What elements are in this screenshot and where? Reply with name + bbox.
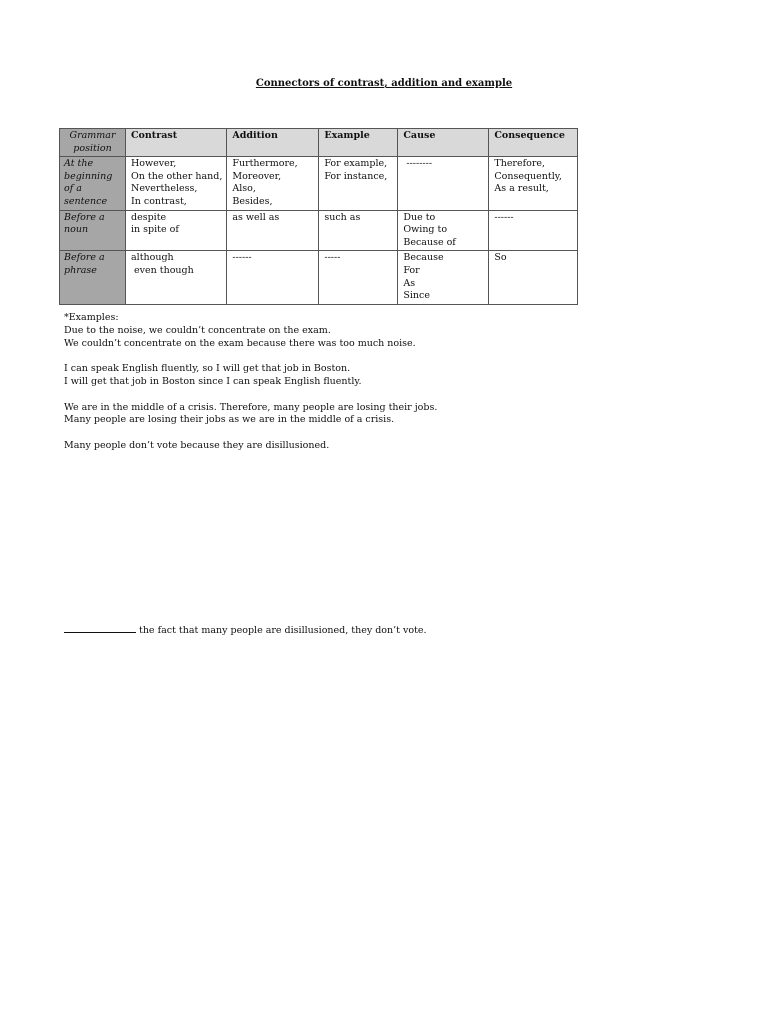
cell-cause: --------	[398, 157, 489, 210]
exercise-sentence	[64, 622, 427, 636]
cell-contrast: However, On the other hand, Nevertheless, In contrast,	[126, 157, 227, 210]
cell-example: such as	[319, 210, 398, 251]
examples-heading: *Examples:	[64, 312, 119, 323]
header-example: Example	[319, 129, 398, 157]
cell-cause: Because For As Since	[398, 251, 489, 304]
cell-addition: Furthermore, Moreover, Also, Besides,	[227, 157, 319, 210]
fill-in-blank[interactable]	[64, 622, 136, 633]
header-contrast: Contrast	[126, 129, 227, 157]
cell-position: At the beginning of a sentence	[60, 157, 126, 210]
table-row	[60, 210, 578, 251]
spacer	[64, 389, 437, 402]
table-header-row	[60, 129, 578, 157]
exercise-text: the fact that many people are disillusioned, they don’t vote.	[139, 625, 427, 636]
cell-addition: ------	[227, 251, 319, 304]
example-sentence: Due to the noise, we couldn’t concentrate on the exam.	[64, 324, 331, 336]
document-title: Connectors of contrast, addition and example	[255, 78, 513, 89]
header-consequence: Consequence	[489, 129, 578, 157]
example-sentence: I can speak English fluently, so I will get that job in Boston.	[64, 363, 351, 375]
connectors-table	[59, 128, 578, 305]
example-sentence: We couldn’t concentrate on the exam because there was too much noise.	[64, 337, 416, 349]
cell-consequence: So	[489, 251, 578, 304]
example-sentence: Many people are losing their jobs as we are in the middle of a crisis.	[64, 414, 395, 426]
cell-cause: Due to Owing to Because of	[398, 210, 489, 251]
example-sentence: Many people don’t vote because they are disillusioned.	[64, 439, 330, 451]
header-addition: Addition	[227, 129, 319, 157]
cell-consequence: ------	[489, 210, 578, 251]
spacer	[64, 427, 437, 440]
cell-contrast: despite in spite of	[126, 210, 227, 251]
cell-example: -----	[319, 251, 398, 304]
examples-section	[64, 312, 437, 453]
cell-addition: as well as	[227, 210, 319, 251]
cell-example: For example, For instance,	[319, 157, 398, 210]
spacer	[64, 350, 437, 363]
cell-position: Before a noun	[60, 210, 126, 251]
example-sentence: I will get that job in Boston since I can speak English fluently.	[64, 375, 362, 387]
cell-contrast: although even though	[126, 251, 227, 304]
header-cause: Cause	[398, 129, 489, 157]
cell-position: Before a phrase	[60, 251, 126, 304]
example-sentence: We are in the middle of a crisis. Therefore, many people are losing their jobs.	[64, 401, 438, 413]
table-row	[60, 157, 578, 210]
cell-consequence: Therefore, Consequently, As a result,	[489, 157, 578, 210]
header-grammar-position: Grammar position	[60, 129, 126, 157]
table-row	[60, 251, 578, 304]
